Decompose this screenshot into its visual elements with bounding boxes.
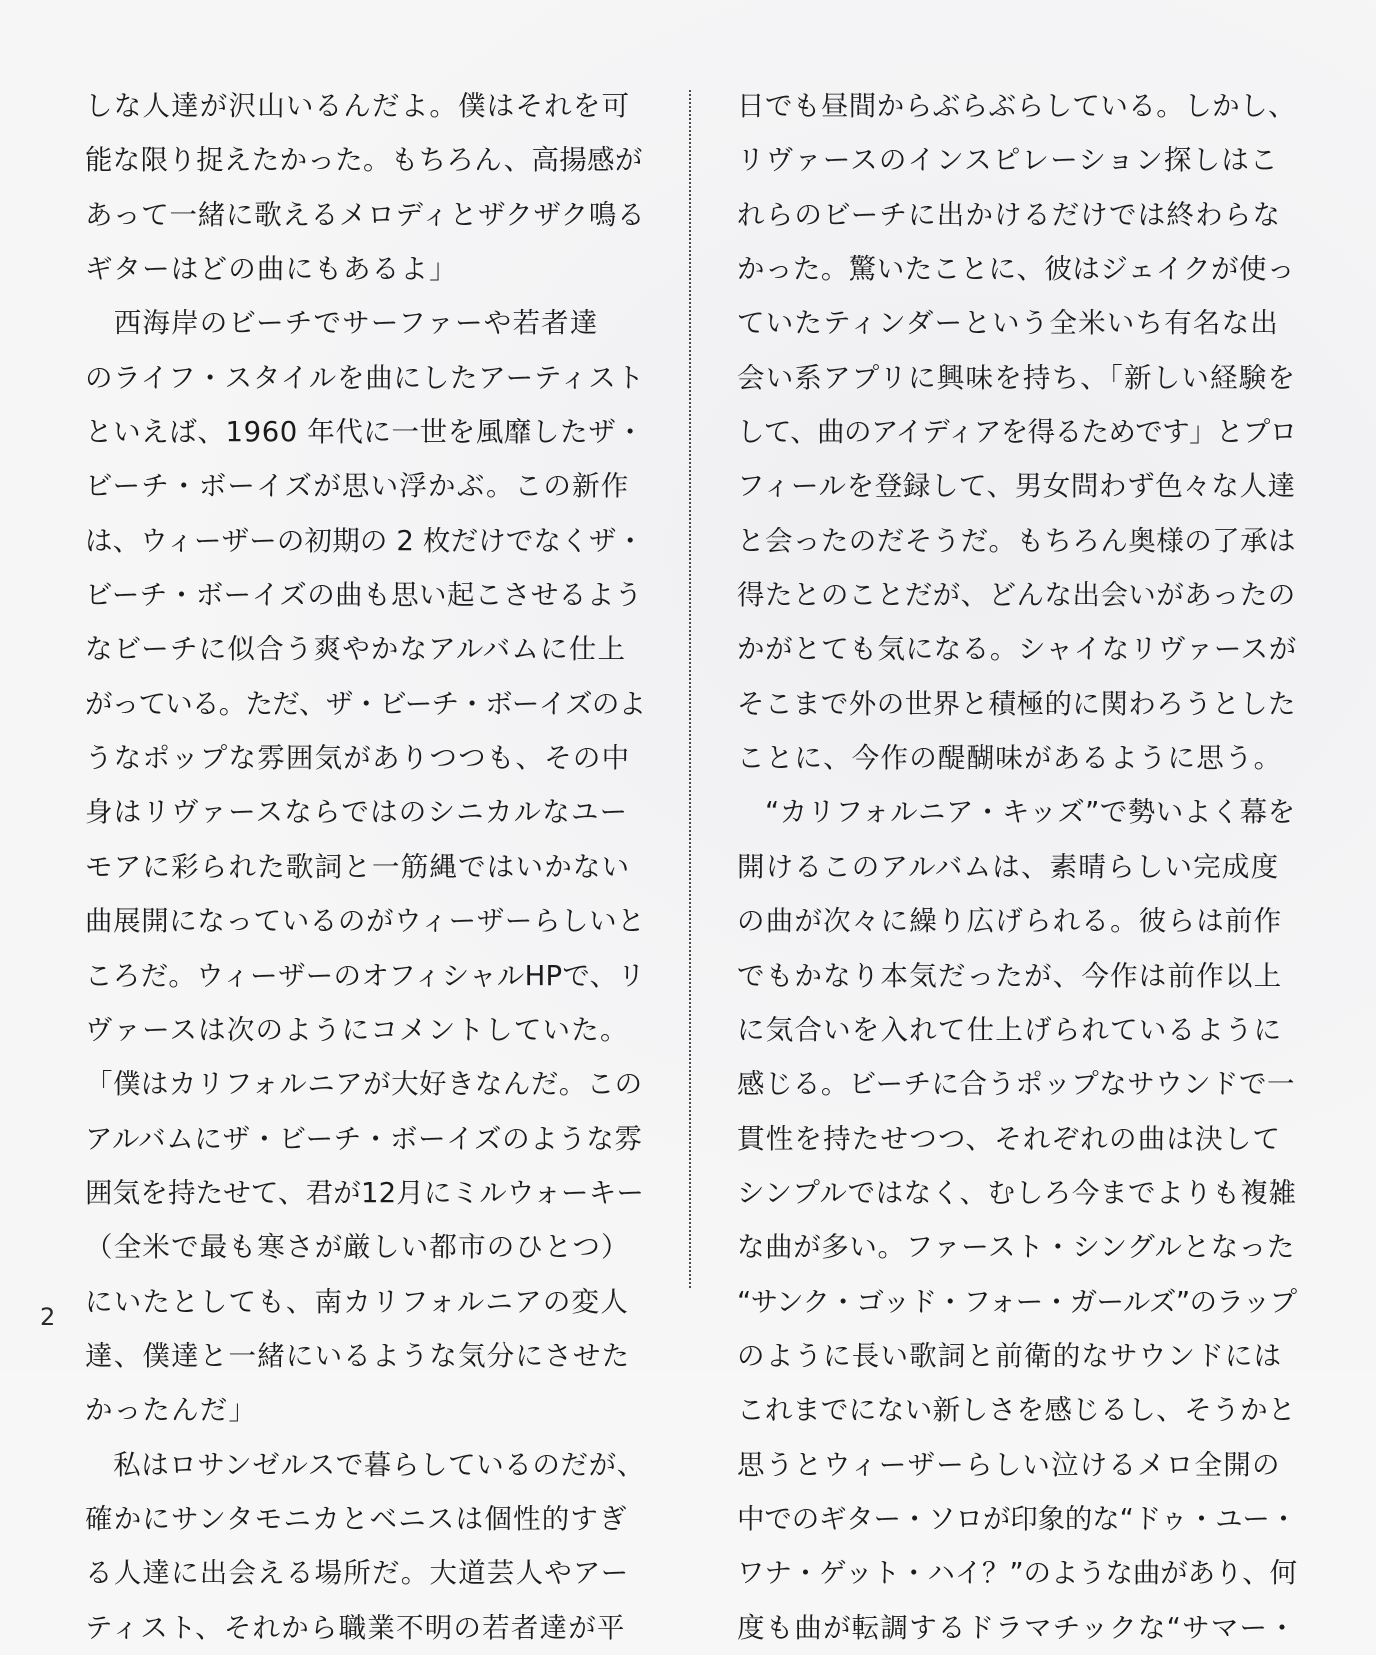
text-line: のライフ・スタイルを曲にしたアーティスト [85, 361, 645, 394]
text-line: ていたティンダーという全米いち有名な出 [737, 307, 1279, 340]
text-line: な曲が多い。ファースト・シングルとなった [737, 1231, 1296, 1264]
text-line: 度も曲が転調するドラマチックな“サマー・ [737, 1611, 1297, 1644]
text-line: “カリフォルニア・キッズ”で勢いよく幕を [737, 796, 1296, 829]
text-line: かった。驚いたことに、彼はジェイクが使っ [737, 253, 1295, 286]
text-line: 西海岸のビーチでサーファーや若者達 [85, 307, 599, 340]
text-line: モアに彩られた歌詞と一筋縄ではいかない [85, 850, 631, 883]
text-line: かったんだ」 [85, 1394, 258, 1427]
text-line: にいたとしても、南カリフォルニアの変人 [85, 1285, 629, 1318]
text-line: うなポップな雰囲気がありつつも、その中 [85, 742, 631, 775]
left-text-column [85, 79, 645, 1655]
text-line: 能な限り捉えたかった。もちろん、高揚感が [85, 144, 643, 177]
text-line: （全米で最も寒さが厳しい都市のひとつ） [85, 1231, 630, 1264]
text-line: に気合いを入れて仕上げられているように [737, 1013, 1283, 1046]
text-line: の曲が次々に繰り広げられる。彼らは前作 [737, 905, 1283, 938]
text-line: あって一緒に歌えるメロディとザクザク鳴る [85, 198, 646, 231]
text-line: そこまで外の世界と積極的に関わろうとした [737, 687, 1296, 720]
text-line: 貫性を持たせつつ、それぞれの曲は決して [737, 1122, 1282, 1155]
text-line: しな人達が沢山いるんだよ。僕はそれを可 [85, 90, 631, 122]
text-line: “サンク・ゴッド・フォー・ガールズ”のラップ [737, 1285, 1297, 1318]
text-line: ビーチ・ボーイズの曲も思い起こさせるよう [85, 579, 643, 612]
text-line: なビーチに似合う爽やかなアルバムに仕上 [85, 633, 627, 666]
text-line: これまでにない新しさを感じるし、そうかと [737, 1394, 1296, 1427]
text-line: リヴァースのインスピレーション探しはこ [737, 144, 1279, 177]
text-line: 確かにサンタモニカとベニスは個性的すぎ [85, 1502, 628, 1535]
text-line: と会ったのだそうだ。もちろん奥様の了承は [737, 524, 1296, 557]
text-line: ギターはどの曲にもあるよ」 [85, 253, 458, 286]
text-line: 感じる。ビーチに合うポップなサウンドで一 [737, 1068, 1295, 1101]
text-line: 日でも昼間からぶらぶらしている。しかし、 [737, 90, 1296, 122]
text-line: ビーチ・ボーイズが思い浮かぶ。この新作 [85, 470, 630, 503]
text-line: 達、僕達と一緒にいるような気分にさせた [85, 1339, 631, 1372]
text-line: 囲気を持たせて、君が12月にミルウォーキー [85, 1176, 644, 1209]
text-line: ヴァースは次のようにコメントしていた。 [85, 1013, 629, 1046]
page-number: 2 [40, 1303, 56, 1331]
text-line: といえば、1960 年代に一世を風靡したザ・ [85, 416, 645, 449]
text-line: は、ウィーザーの初期の 2 枚だけでなくザ・ [85, 524, 645, 557]
text-line: かがとても気になる。シャイなリヴァースが [737, 633, 1297, 666]
right-text-column [737, 79, 1297, 1655]
text-line: ころだ。ウィーザーのオフィシャルHPで、リ [85, 959, 646, 992]
text-line: 得たとのことだが、どんな出会いがあったの [737, 579, 1296, 612]
text-line: 「僕はカリフォルニアが大好きなんだ。この [85, 1068, 643, 1101]
text-line: シンプルではなく、むしろ今までよりも複雑 [737, 1176, 1297, 1209]
text-line: アルバムにザ・ビーチ・ボーイズのような雰 [85, 1122, 643, 1155]
text-line: る人達に出会える場所だ。大道芸人やアー [85, 1557, 630, 1590]
text-line: ことに、今作の醍醐味があるように思う。 [737, 742, 1283, 775]
text-line: のように長い歌詞と前衛的なサウンドには [737, 1339, 1283, 1372]
text-line: でもかなり本気だったが、今作は前作以上 [737, 959, 1283, 992]
text-line: 開けるこのアルバムは、素晴らしい完成度 [737, 850, 1280, 883]
text-line: 身はリヴァースならではのシニカルなユー [85, 796, 629, 829]
column-divider [689, 90, 691, 1288]
text-line: して、曲のアイディアを得るためです」とプロ [737, 416, 1297, 449]
text-line: 思うとウィーザーらしい泣けるメロ全開の [737, 1448, 1281, 1481]
text-line: フィールを登録して、男女問わず色々な人達 [737, 470, 1296, 503]
text-line: れらのビーチに出かけるだけでは終わらな [737, 198, 1282, 231]
text-line: がっている。ただ、ザ・ビーチ・ボーイズのよ [85, 687, 646, 720]
text-line: 私はロサンゼルスで暮らしているのだが、 [85, 1448, 645, 1481]
text-line: 曲展開になっているのがウィーザーらしいと [85, 905, 646, 938]
text-line: ワナ・ゲット・ハイ？”のような曲があり、何 [737, 1557, 1297, 1590]
text-line: ティスト、それから職業不明の若者達が平 [85, 1611, 626, 1644]
text-line: 会い系アプリに興味を持ち、「新しい経験を [737, 361, 1297, 394]
text-line: 中でのギター・ソロが印象的な“ドゥ・ユー・ [737, 1502, 1298, 1535]
